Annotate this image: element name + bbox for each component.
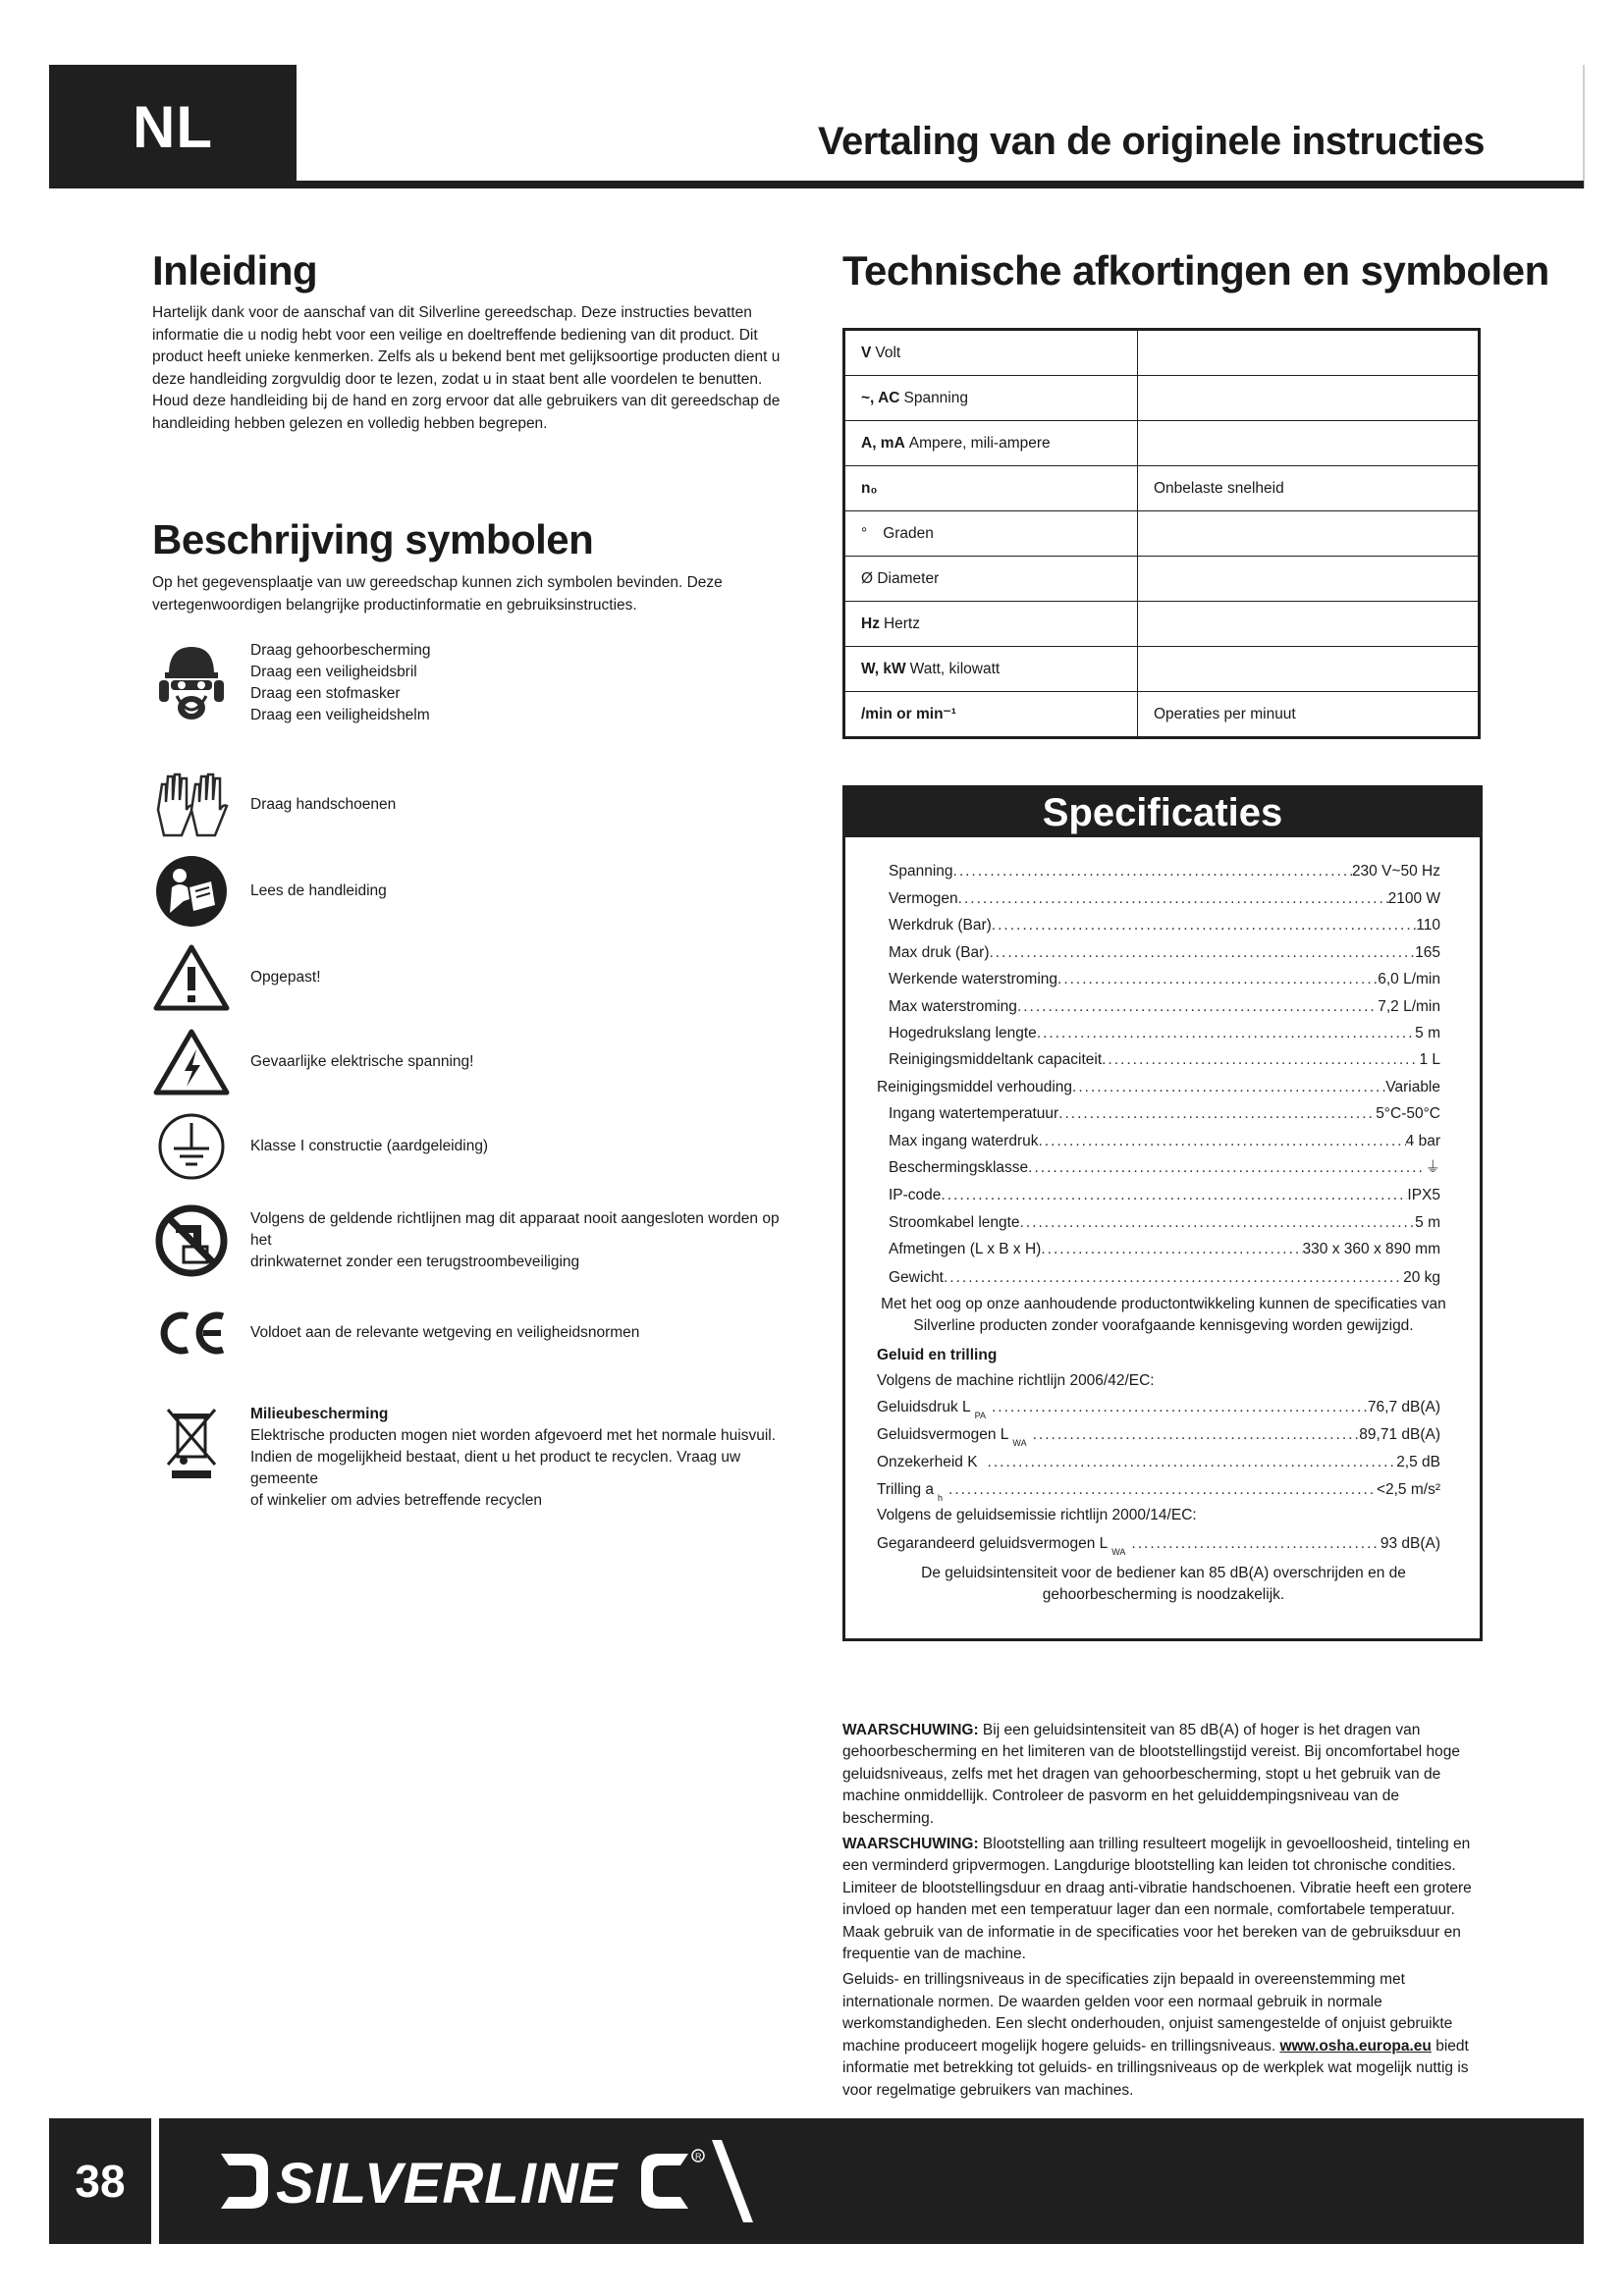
abbreviation-meaning: Ø Diameter	[861, 569, 940, 587]
spec-value: 2,5 dB	[1396, 1454, 1440, 1470]
spec-value: 20 kg	[1403, 1269, 1440, 1286]
abbreviation-meaning: Hertz	[883, 614, 920, 632]
spec-value: ⏚	[1425, 1159, 1440, 1176]
specifications-heading: Specificaties	[845, 788, 1480, 837]
abbreviation-symbol: V	[861, 344, 872, 361]
spec-subscript: PA	[974, 1411, 986, 1420]
abbreviation-symbol-cell	[844, 421, 1138, 466]
symbol-label: Gevaarlijke elektrische spanning!	[250, 1053, 474, 1070]
spec-value: 2100 W	[1387, 890, 1440, 907]
abbreviation-symbol: n₀	[861, 479, 878, 497]
symbol-label: Lees de handleiding	[250, 882, 387, 899]
sound-footer-note: De geluidsintensiteit voor de bediener kan 85 dB(A) overschrijden en de gehoorbescherming is noodzakelijk.	[921, 1565, 1406, 1603]
spec-value: 1 L	[1419, 1051, 1440, 1068]
spec-value: 7,2 L/min	[1378, 998, 1440, 1015]
spec-label: Trilling a	[877, 1481, 934, 1498]
directive-noise: Volgens de geluidsemissie richtlijn 2000/14/EC:	[877, 1507, 1197, 1523]
silverline-logo	[211, 2140, 761, 2227]
weee-bin-icon	[152, 1404, 231, 1482]
symbols-heading: Beschrijving symbolen	[152, 516, 594, 562]
symbol-label: Opgepast!	[250, 969, 321, 986]
spec-value: 165	[1415, 944, 1440, 961]
symbol-label: Draag een veiligheidshelm	[250, 707, 430, 723]
spec-row	[889, 1268, 1440, 1288]
intro-heading: Inleiding	[152, 247, 318, 294]
symbol-label: Voldoet aan de relevante wetgeving en veiligheidsnormen	[250, 1324, 640, 1341]
symbol-label: Draag een stofmasker	[250, 685, 401, 702]
no-tap-connection-icon	[152, 1201, 231, 1280]
spec-value: 76,7 dB(A)	[1367, 1399, 1440, 1415]
spec-label: Reinigingsmiddeltank capaciteit	[889, 1051, 1103, 1068]
symbol-row	[152, 1023, 800, 1101]
ppe-head-icon	[152, 644, 231, 722]
abbreviation-symbol-cell	[844, 602, 1138, 647]
abbreviation-meaning: Spanning	[903, 389, 968, 406]
abbreviation-description	[1138, 557, 1480, 602]
symbol-row	[152, 938, 800, 1017]
spec-label: Stroomkabel lengte	[889, 1214, 1020, 1231]
spec-row	[889, 916, 1440, 935]
abbreviation-row	[844, 557, 1480, 602]
spec-value: 93 dB(A)	[1380, 1535, 1440, 1552]
spec-row	[889, 862, 1440, 881]
abbreviation-meaning: Volt	[875, 344, 901, 361]
spec-row	[889, 943, 1440, 963]
spec-row	[889, 1213, 1440, 1233]
symbol-label: Indien de mogelijkheid bestaat, dient u het product te recyclen. Vraag uw gemeente	[250, 1449, 741, 1487]
abbreviation-row	[844, 376, 1480, 421]
abbreviation-description	[1138, 421, 1480, 466]
spec-label: Gegarandeerd geluidsvermogen L	[877, 1535, 1109, 1552]
symbol-row	[152, 640, 800, 726]
spec-value: 110	[1416, 917, 1440, 934]
abbreviation-description	[1138, 330, 1480, 376]
directive-machine: Volgens de machine richtlijn 2006/42/EC:	[877, 1372, 1155, 1389]
ce-mark-icon	[152, 1294, 231, 1372]
spec-value: 230 V~50 Hz	[1351, 863, 1440, 880]
read-manual-icon	[152, 852, 231, 931]
abbreviation-symbol-cell	[844, 692, 1138, 738]
spec-label: Max ingang waterdruk	[889, 1133, 1039, 1149]
spec-value: 6,0 L/min	[1378, 971, 1440, 988]
abbreviation-row	[844, 330, 1480, 376]
spec-row	[889, 1024, 1440, 1043]
abbreviation-description	[1138, 511, 1480, 557]
guaranteed-sound-row	[877, 1534, 1440, 1562]
abbreviation-symbol-cell	[844, 330, 1138, 376]
spec-row	[889, 889, 1440, 909]
abbreviation-symbol: ~, AC	[861, 389, 900, 406]
symbol-row	[152, 852, 800, 931]
symbol-row	[152, 1294, 800, 1372]
spec-label: Ingang watertemperatuur	[889, 1105, 1059, 1122]
spec-label: Max waterstroming	[889, 998, 1017, 1015]
sound-row	[877, 1398, 1440, 1425]
symbol-label: drinkwaternet zonder een terugstroombeveiliging	[250, 1254, 580, 1270]
abbreviation-description	[1138, 647, 1480, 692]
warning-vibration	[842, 1834, 1481, 1965]
abbreviation-symbol-cell	[844, 511, 1138, 557]
abbreviation-description	[1138, 602, 1480, 647]
abbreviation-meaning: Ampere, mili-ampere	[908, 434, 1051, 452]
spec-label: Onzekerheid K	[877, 1454, 978, 1470]
electric-hazard-icon	[152, 1023, 231, 1101]
symbol-row	[152, 1107, 800, 1186]
warning-icon	[152, 938, 231, 1017]
abbreviation-symbol: Hz	[861, 614, 880, 632]
spec-label: Werkdruk (Bar)	[889, 917, 992, 934]
abbreviation-symbol-cell	[844, 466, 1138, 511]
symbol-label: Klasse I constructie (aardgeleiding)	[250, 1138, 489, 1154]
spec-row	[889, 1240, 1440, 1259]
levels-text: biedt informatie met betrekking tot geluids- en trillingsniveaus op de werkplek wat mogelijk nuttig is voor regelmatige gebruikers van machines.	[842, 2037, 1469, 2099]
spec-label: Spanning	[889, 863, 953, 880]
symbol-title: Milieubescherming	[250, 1406, 389, 1422]
header-rule	[49, 181, 1584, 188]
abbreviation-description: Onbelaste snelheid	[1138, 466, 1480, 511]
abbreviation-symbol: /min or min⁻¹	[861, 706, 956, 722]
symbol-label: Volgens de geldende richtlijnen mag dit apparaat nooit aangesloten worden op het	[250, 1210, 780, 1249]
intro-text: Hartelijk dank voor de aanschaf van dit Silverline gereedschap. Deze instructies bevatten informatie die u nodig hebt voor een veilige en doeltreffende bediening van dit product. Dit product heeft unieke kenmerken. Zelfs als u bekend bent met gelijksoortige producten dient u deze handleiding zorgvuldig door te lezen, zodat u in staat bent alle voordelen te benutten. Houd deze handleiding bij de hand en zorg ervoor dat alle gebruikers van dit gereedschap de handleiding hebben gelezen en volledig hebben begrepen.	[152, 304, 781, 432]
symbol-label: Draag een veiligheidsbril	[250, 664, 417, 680]
abbreviation-row	[844, 511, 1480, 557]
abbreviation-symbol: A, mA	[861, 434, 905, 452]
symbol-row	[152, 766, 800, 844]
abbreviation-row	[844, 692, 1480, 738]
language-code: NL	[133, 93, 213, 160]
abbreviation-row	[844, 421, 1480, 466]
warnings-block	[842, 1720, 1481, 2106]
spec-row	[877, 1078, 1440, 1097]
abbreviation-description	[1138, 376, 1480, 421]
abbreviation-symbol-cell	[844, 376, 1138, 421]
abbreviation-row	[844, 647, 1480, 692]
spec-note: Met het oog op onze aanhoudende productontwikkeling kunnen de specificaties van Silverline producten zonder voorafgaande kennisgeving worden gewijzigd.	[881, 1296, 1446, 1334]
spec-label: Gewicht	[889, 1269, 944, 1286]
abbreviation-symbol-cell	[844, 647, 1138, 692]
page-title: Vertaling van de originele instructies	[818, 120, 1485, 163]
sound-row	[877, 1453, 1440, 1472]
spec-value: 5 m	[1415, 1214, 1440, 1231]
spec-label: Afmetingen (L x B x H)	[889, 1241, 1042, 1257]
spec-row	[889, 997, 1440, 1017]
spec-value: 89,71 dB(A)	[1359, 1426, 1440, 1443]
gloves-icon	[152, 766, 231, 844]
spec-label: Werkende waterstroming	[889, 971, 1058, 988]
symbol-label: Draag gehoorbescherming	[250, 642, 431, 659]
spec-row	[889, 1158, 1440, 1178]
abbreviation-description: Operaties per minuut	[1138, 692, 1480, 738]
spec-label: Geluidsvermogen L	[877, 1426, 1009, 1443]
abbreviations-heading: Technische afkortingen en symbolen	[842, 247, 1549, 294]
spec-value: <2,5 m/s²	[1376, 1481, 1440, 1498]
spec-value: 5°C-50°C	[1376, 1105, 1440, 1122]
spec-row	[889, 1132, 1440, 1151]
spec-row	[889, 1104, 1440, 1124]
spec-subscript: WA	[1012, 1438, 1027, 1448]
sound-heading: Geluid en trilling	[877, 1347, 998, 1363]
symbol-label: Draag handschoenen	[250, 796, 397, 813]
header-edge	[1583, 65, 1585, 188]
spec-value: 330 x 360 x 890 mm	[1302, 1241, 1440, 1257]
spec-value: 5 m	[1415, 1025, 1440, 1041]
warning-text: Bij een geluidsintensiteit van 85 dB(A) of hoger is het dragen van gehoorbescherming en het limiteren van de blootstellingstijd vereist. Bij oncomfortabel hoge geluidsniveaus, zelfs met het dragen van gehoorbescherming, stopt u het gebruik van de machine onmiddellijk. Controleer de pasvorm en het geluiddempingsniveau van de bescherming.	[842, 1722, 1460, 1827]
levels-paragraph	[842, 1969, 1481, 2101]
sound-row	[877, 1480, 1440, 1508]
symbols-text: Op het gegevensplaatje van uw gereedschap kunnen zich symbolen bevinden. Deze vertegenwoordigen belangrijke productinformatie en gebruiksinstructies.	[152, 574, 723, 614]
spec-value: IPX5	[1407, 1187, 1440, 1203]
page-number: 38	[75, 2156, 126, 2207]
symbol-label: of winkelier om advies betreffende recyclen	[250, 1492, 542, 1509]
spec-label: IP-code	[889, 1187, 942, 1203]
spec-label: Geluidsdruk L	[877, 1399, 971, 1415]
warning-label: WAARSCHUWING:	[842, 1722, 979, 1738]
footer-separator	[151, 2118, 159, 2244]
sound-row	[877, 1425, 1440, 1453]
levels-text: Geluids- en trillingsniveaus in de specificaties zijn bepaald in overeenstemming met internationale normen. De waarden gelden voor een normaal gebruik in normale werkomstandigheden. Een slecht onderhouden, onjuist samengestelde of onjuist gebruikte machine produceert mogelijk hogere geluids- en trillingsniveaus.	[842, 1971, 1453, 2055]
symbol-label: Elektrische producten mogen niet worden afgevoerd met het normale huisvuil.	[250, 1427, 777, 1444]
abbreviation-symbol: W, kW	[861, 660, 906, 677]
abbreviation-meaning: Graden	[883, 524, 934, 542]
warning-label: WAARSCHUWING:	[842, 1836, 979, 1853]
spec-row	[889, 970, 1440, 989]
abbreviation-row	[844, 466, 1480, 511]
abbreviation-meaning: Watt, kilowatt	[909, 660, 1001, 677]
spec-label: Hogedrukslang lengte	[889, 1025, 1037, 1041]
earth-ground-icon	[152, 1107, 231, 1186]
warning-noise	[842, 1720, 1481, 1830]
abbreviations-table	[842, 328, 1481, 739]
spec-row	[889, 1050, 1440, 1070]
svg-text:R: R	[695, 2152, 702, 2162]
abbreviation-row	[844, 602, 1480, 647]
symbol-row	[152, 1404, 800, 1512]
symbol-row	[152, 1201, 800, 1280]
spec-value: Variable	[1385, 1079, 1440, 1095]
spec-label: Reinigingsmiddel verhouding	[877, 1079, 1073, 1095]
osha-link[interactable]: www.osha.europa.eu	[1279, 2037, 1432, 2055]
spec-label: Beschermingsklasse	[889, 1159, 1029, 1176]
spec-subscript: h	[938, 1493, 944, 1503]
abbreviation-symbol: °	[861, 524, 868, 542]
abbreviation-symbol-cell	[844, 557, 1138, 602]
brand-wordmark: SILVERLINE	[276, 2152, 619, 2216]
spec-label: Vermogen	[889, 890, 958, 907]
spec-value: 4 bar	[1405, 1133, 1440, 1149]
spec-row	[889, 1186, 1440, 1205]
spec-subscript: WA	[1111, 1547, 1126, 1557]
warning-text: Blootstelling aan trilling resulteert mogelijk in gevoelloosheid, tinteling en een verminderd gripvermogen. Langdurige blootstelling kan leiden tot chronische condities. Limiteer de blootstellingsduur en draag anti-vibratie handschoenen. Vibratie heeft een grotere invloed op handen met een temperatuur lager dan een normale, comfortabele temperatuur. Maak gebruik van de informatie in de specificaties voor het bereken van de gebruiksduur en frequentie van de machine.	[842, 1836, 1472, 1963]
spec-label: Max druk (Bar)	[889, 944, 990, 961]
